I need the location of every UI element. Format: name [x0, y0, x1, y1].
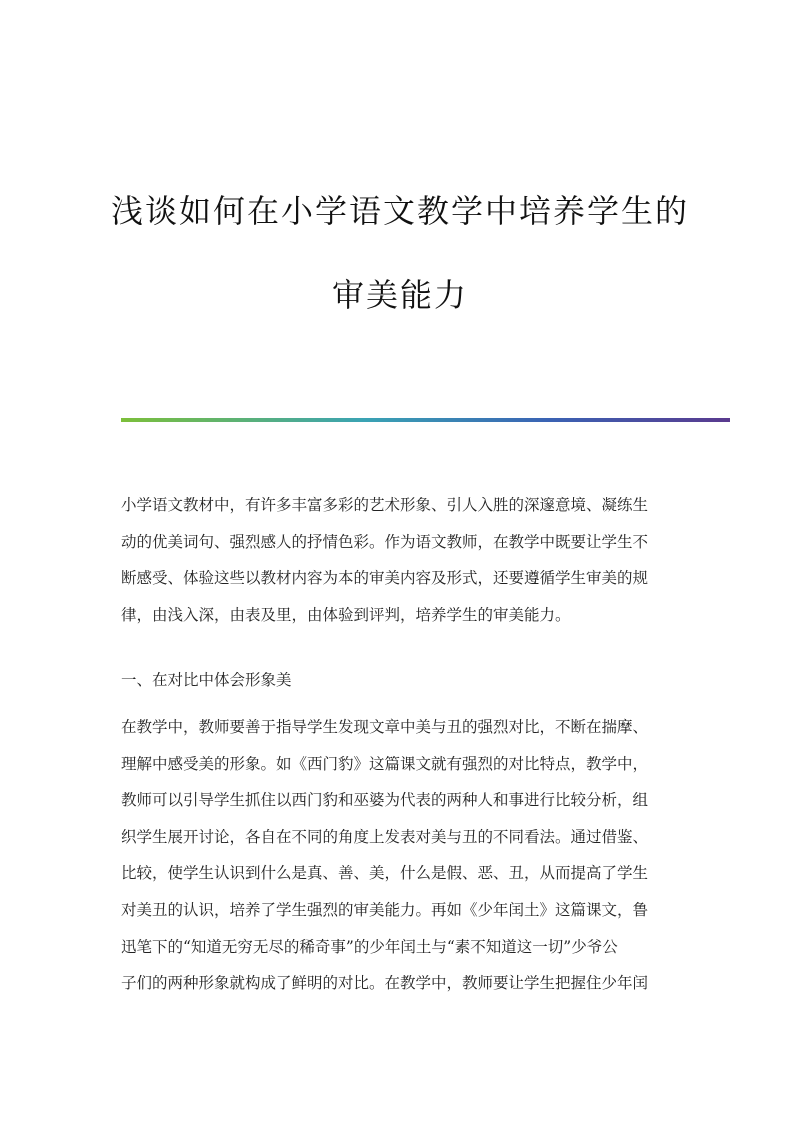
- section-heading: [121, 662, 672, 699]
- text-line: 断感受、体验这些以教材内容为本的审美内容及形式，还要遵循学生审美的规: [121, 569, 649, 588]
- text-line: 子们的两种形象就构成了鲜明的对比。在教学中，教师要让学生把握住少年闰: [121, 974, 649, 993]
- text-line: 在教学中，教师要善于指导学生发现文章中美与丑的强烈对比，不断在揣摩、: [121, 718, 649, 736]
- text-line: 教师可以引导学生抓住以西门豹和巫婆为代表的两种人和事进行比较分析，组: [121, 791, 649, 810]
- intro-paragraph: [121, 487, 672, 633]
- title-line-1: 浅谈如何在小学语文教学中培养学生的: [110, 192, 689, 230]
- section-paragraph: [121, 709, 672, 1002]
- text-line: 迅笔下的“知道无穷无尽的稀奇事”的少年闰土与“素不知道这一切”少爷公: [121, 937, 618, 956]
- title-line-2: 审美能力: [331, 276, 468, 314]
- text-line: 比较，使学生认识到什么是真、善、美，什么是假、恶、丑，从而提高了学生: [121, 864, 649, 883]
- text-line: 小学语文教材中，有许多丰富多彩的艺术形象、引人入胜的深邃意境、凝练生: [121, 496, 649, 514]
- section-heading-text: 一、在对比中体会形象美: [121, 671, 292, 689]
- text-line: 织学生展开讨论，各自在不同的角度上发表对美与丑的不同看法。通过借鉴、: [121, 827, 649, 846]
- text-line: 对美丑的认识，培养了学生强烈的审美能力。再如《少年闰土》这篇课文，鲁: [121, 900, 649, 919]
- text-line: 律，由浅入深，由表及里，由体验到评判，培养学生的审美能力。: [121, 605, 571, 624]
- text-line: 理解中感受美的形象。如《西门豹》这篇课文就有强烈的对比特点，教学中，: [121, 754, 649, 773]
- title-divider: [121, 418, 730, 422]
- text-line: 动的优美词句、强烈感人的抒情色彩。作为语文教师，在教学中既要让学生不: [121, 532, 649, 551]
